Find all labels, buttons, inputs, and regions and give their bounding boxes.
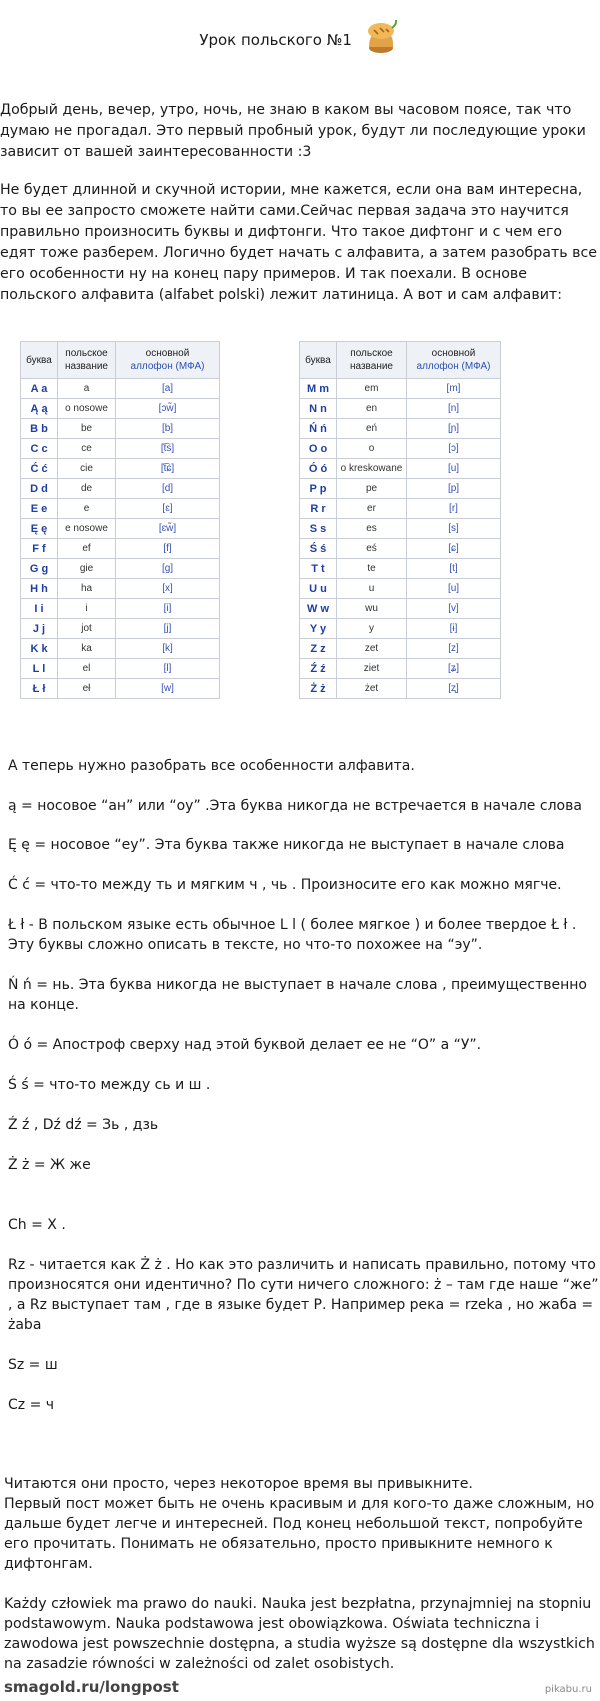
letter-cell: Ć ć: [21, 459, 58, 479]
letter-cell: G g: [21, 559, 58, 579]
ipa-cell: [ʑ]: [407, 659, 501, 679]
name-cell: o nosowe: [58, 399, 116, 419]
table-row: [300, 479, 501, 499]
ipa-cell: [n]: [407, 399, 501, 419]
ipa-cell: [k]: [116, 639, 220, 659]
table-row: [21, 539, 220, 559]
letter-cell: Ż ż: [300, 679, 337, 699]
note-z-dot: Ż ż = Ж же: [8, 1157, 91, 1173]
name-cell: gie: [58, 559, 116, 579]
note-rz: Rz - читается как Ż ż . Но как это различить и написать правильно, потому что произносятся они идентично? По сути ничего сложного: ż – там где наше “же” , а Rz выступает там , где в языке будет Р. Например река = rzeka , но жаба = żaba: [8, 1257, 599, 1333]
name-cell: ha: [58, 579, 116, 599]
table-row: [300, 419, 501, 439]
name-cell: de: [58, 479, 116, 499]
table-row: [300, 579, 501, 599]
letter-cell: Ś ś: [300, 539, 337, 559]
name-cell: cie: [58, 459, 116, 479]
ipa-cell: [b]: [116, 419, 220, 439]
footer: [0, 1678, 600, 1701]
letter-cell: Z z: [300, 639, 337, 659]
intro-paragraph-1: Добрый день, вечер, утро, ночь, не знаю в каком вы часовом поясе, так что думаю не прогадал. Это первый пробный урок, будут ли последующие уроки зависит от вашей заинтересованности :3: [0, 102, 586, 160]
ipa-cell: [u]: [407, 459, 501, 479]
note-o-acute: Ó ó = Апостроф сверху над этой буквой делает ее не “О” а “У”.: [8, 1037, 482, 1053]
intro-paragraph-2: Не будет длинной и скучной истории, мне кажется, если она вам интересна, то вы ее запросто сможете найти сами.Сейчас первая задача это научится правильно произносить буквы и дифтонги. Что такое дифтонг и с чем его едят тоже разберем. Логично будет начать с алфавита, а затем разобрать все его особенности ну на конец пару примеров. И так поехали. В основе польского алфавита (alfabet polski) лежит латиница. А вот и сам алфавит:: [0, 182, 598, 303]
letter-cell: P p: [300, 479, 337, 499]
table-row: [21, 419, 220, 439]
ipa-cell: [d]: [116, 479, 220, 499]
letter-cell: A a: [21, 379, 58, 399]
letter-cell: Y y: [300, 619, 337, 639]
table-row: [21, 519, 220, 539]
ipa-cell: [ɨ]: [407, 619, 501, 639]
name-cell: em: [337, 379, 407, 399]
table-row: [300, 619, 501, 639]
letter-cell: Ń ń: [300, 419, 337, 439]
table-row: [21, 399, 220, 419]
ipa-cell: [ɕ]: [407, 539, 501, 559]
ipa-cell: [͡ts]: [116, 439, 220, 459]
page-title-row: [0, 18, 600, 62]
note-c-acute: Ć ć = что-то между ть и мягким ч , чь . Произносите его как можно мягче.: [8, 877, 562, 893]
table-row: [300, 399, 501, 419]
ipa-cell: [ʐ]: [407, 679, 501, 699]
table-row: [21, 459, 220, 479]
ipa-cell: [r]: [407, 499, 501, 519]
letter-cell: K k: [21, 639, 58, 659]
name-cell: eń: [337, 419, 407, 439]
table-row: [21, 479, 220, 499]
name-cell: pe: [337, 479, 407, 499]
source-link[interactable]: smagold.ru/longpost: [4, 1678, 179, 1696]
name-cell: te: [337, 559, 407, 579]
table-row: [21, 439, 220, 459]
table-row: [300, 439, 501, 459]
name-cell: ce: [58, 439, 116, 459]
letter-cell: Ą ą: [21, 399, 58, 419]
letter-cell: Ó ó: [300, 459, 337, 479]
name-cell: el: [58, 659, 116, 679]
name-cell: o: [337, 439, 407, 459]
ipa-cell: [i]: [116, 599, 220, 619]
name-cell: be: [58, 419, 116, 439]
page-title: Урок польского №1: [199, 31, 352, 49]
letter-cell: Ł ł: [21, 679, 58, 699]
header-ipa: основной аллофон (МФА): [407, 342, 501, 379]
letter-cell: C c: [21, 439, 58, 459]
table-row: [21, 659, 220, 679]
header-letter: буква: [21, 342, 58, 379]
letter-cell: J j: [21, 619, 58, 639]
table-row: [21, 559, 220, 579]
name-cell: żet: [337, 679, 407, 699]
table-row: [300, 599, 501, 619]
name-cell: ka: [58, 639, 116, 659]
table-row: [21, 619, 220, 639]
name-cell: er: [337, 499, 407, 519]
ipa-cell: [t]: [407, 559, 501, 579]
ipa-cell: [v]: [407, 599, 501, 619]
name-cell: eś: [337, 539, 407, 559]
table-row: [300, 499, 501, 519]
ipa-cell: [j]: [116, 619, 220, 639]
ipa-cell: [l]: [116, 659, 220, 679]
notes-intro: А теперь нужно разобрать все особенности алфавита.: [8, 758, 415, 774]
letter-cell: U u: [300, 579, 337, 599]
name-cell: ziet: [337, 659, 407, 679]
table-row: [300, 639, 501, 659]
ipa-cell: [g]: [116, 559, 220, 579]
bread-loaf-icon: [361, 18, 401, 62]
note-cz: Cz = ч: [8, 1397, 55, 1413]
note-z-acute: Ź ź , Dź dź = Зь , дзь: [8, 1117, 159, 1133]
letter-cell: O o: [300, 439, 337, 459]
letter-cell: Ę ę: [21, 519, 58, 539]
name-cell: eł: [58, 679, 116, 699]
ipa-cell: [ɲ]: [407, 419, 501, 439]
ipa-cell: [x]: [116, 579, 220, 599]
letter-cell: N n: [300, 399, 337, 419]
table-row: [21, 679, 220, 699]
closing-paragraph-1: Читаются они просто, через некоторое время вы привыкните. Первый пост может быть не очень красивым и для кого-то даже сложным, но дальше будет легче и интересней. Под конец небольшой текст, попробуйте его прочитать. Понимать не обязательно, просто привыкните немного к дифтонгам.: [4, 1476, 595, 1572]
letter-cell: S s: [300, 519, 337, 539]
table-row: [300, 459, 501, 479]
letter-cell: Ź ź: [300, 659, 337, 679]
header-ipa: основной аллофон (МФА): [116, 342, 220, 379]
ipa-cell: [p]: [407, 479, 501, 499]
letter-cell: F f: [21, 539, 58, 559]
table-row: [21, 599, 220, 619]
table-row: [300, 559, 501, 579]
header-name: польское название: [58, 342, 116, 379]
alphabet-table-right: [299, 341, 501, 699]
letter-cell: E e: [21, 499, 58, 519]
ipa-cell: [͡tɕ]: [116, 459, 220, 479]
table-row: [21, 499, 220, 519]
ipa-cell: [a]: [116, 379, 220, 399]
ipa-cell: [ɛw̃]: [116, 519, 220, 539]
table-row: [21, 639, 220, 659]
letter-cell: L l: [21, 659, 58, 679]
table-row: [300, 519, 501, 539]
name-cell: e nosowe: [58, 519, 116, 539]
name-cell: u: [337, 579, 407, 599]
note-sz: Sz = ш: [8, 1357, 58, 1373]
table-row: [300, 379, 501, 399]
name-cell: o kreskowane: [337, 459, 407, 479]
letter-cell: W w: [300, 599, 337, 619]
ipa-cell: [m]: [407, 379, 501, 399]
table-row: [21, 379, 220, 399]
letter-cell: H h: [21, 579, 58, 599]
ipa-cell: [u]: [407, 579, 501, 599]
note-s-acute: Ś ś = что-то между сь и ш .: [8, 1077, 211, 1093]
closing-paragraph-2: Każdy człowiek ma prawo do nauki. Nauka jest bezpłatna, przynajmniej na stopniu podstawowym. Nauka podstawowa jest obowiązkowa. Oświata techniczna i zawodowa jest powszechnie dostępna, a studia wyższe są dostępne dla wszystkich na zasadzie równości w zależności od zalet osobistych.: [4, 1596, 595, 1672]
ipa-cell: [z]: [407, 639, 501, 659]
ipa-cell: [w]: [116, 679, 220, 699]
table-row: [300, 679, 501, 699]
letter-cell: B b: [21, 419, 58, 439]
name-cell: a: [58, 379, 116, 399]
table-row: [21, 579, 220, 599]
table-header-row: [21, 342, 220, 379]
note-a-nasal: ą = носовое “ан” или “оу” .Эта буква никогда не встречается в начале слова: [8, 798, 582, 814]
table-row: [300, 539, 501, 559]
ipa-cell: [ɔ]: [407, 439, 501, 459]
ipa-cell: [s]: [407, 519, 501, 539]
name-cell: jot: [58, 619, 116, 639]
name-cell: i: [58, 599, 116, 619]
header-letter: буква: [300, 342, 337, 379]
header-name: польское название: [337, 342, 407, 379]
name-cell: ef: [58, 539, 116, 559]
note-l-stroke: Ł ł - В польском языке есть обычное L l ( более мягкое ) и более твердое Ł ł . Эту буквы сложно описать в тексте, но что-то похожее на “эу”.: [8, 917, 577, 953]
ipa-cell: [ɛ]: [116, 499, 220, 519]
name-cell: es: [337, 519, 407, 539]
name-cell: wu: [337, 599, 407, 619]
table-header-row: [300, 342, 501, 379]
note-ch: Ch = X .: [8, 1217, 66, 1233]
note-e-nasal: Ę ę = носовое “еу”. Эта буква также никогда не выступает в начале слова: [8, 837, 565, 853]
note-n-acute: Ń ń = нь. Эта буква никогда не выступает в начале слова , преимущественно на конце.: [8, 977, 587, 1013]
ipa-cell: [f]: [116, 539, 220, 559]
name-cell: zet: [337, 639, 407, 659]
name-cell: en: [337, 399, 407, 419]
ipa-cell: [ɔw̃]: [116, 399, 220, 419]
watermark: pikabu.ru: [544, 1684, 592, 1695]
letter-cell: T t: [300, 559, 337, 579]
table-row: [300, 659, 501, 679]
letter-cell: R r: [300, 499, 337, 519]
name-cell: y: [337, 619, 407, 639]
alphabet-table-left: [20, 341, 220, 699]
letter-cell: I i: [21, 599, 58, 619]
letter-cell: D d: [21, 479, 58, 499]
letter-cell: M m: [300, 379, 337, 399]
name-cell: e: [58, 499, 116, 519]
